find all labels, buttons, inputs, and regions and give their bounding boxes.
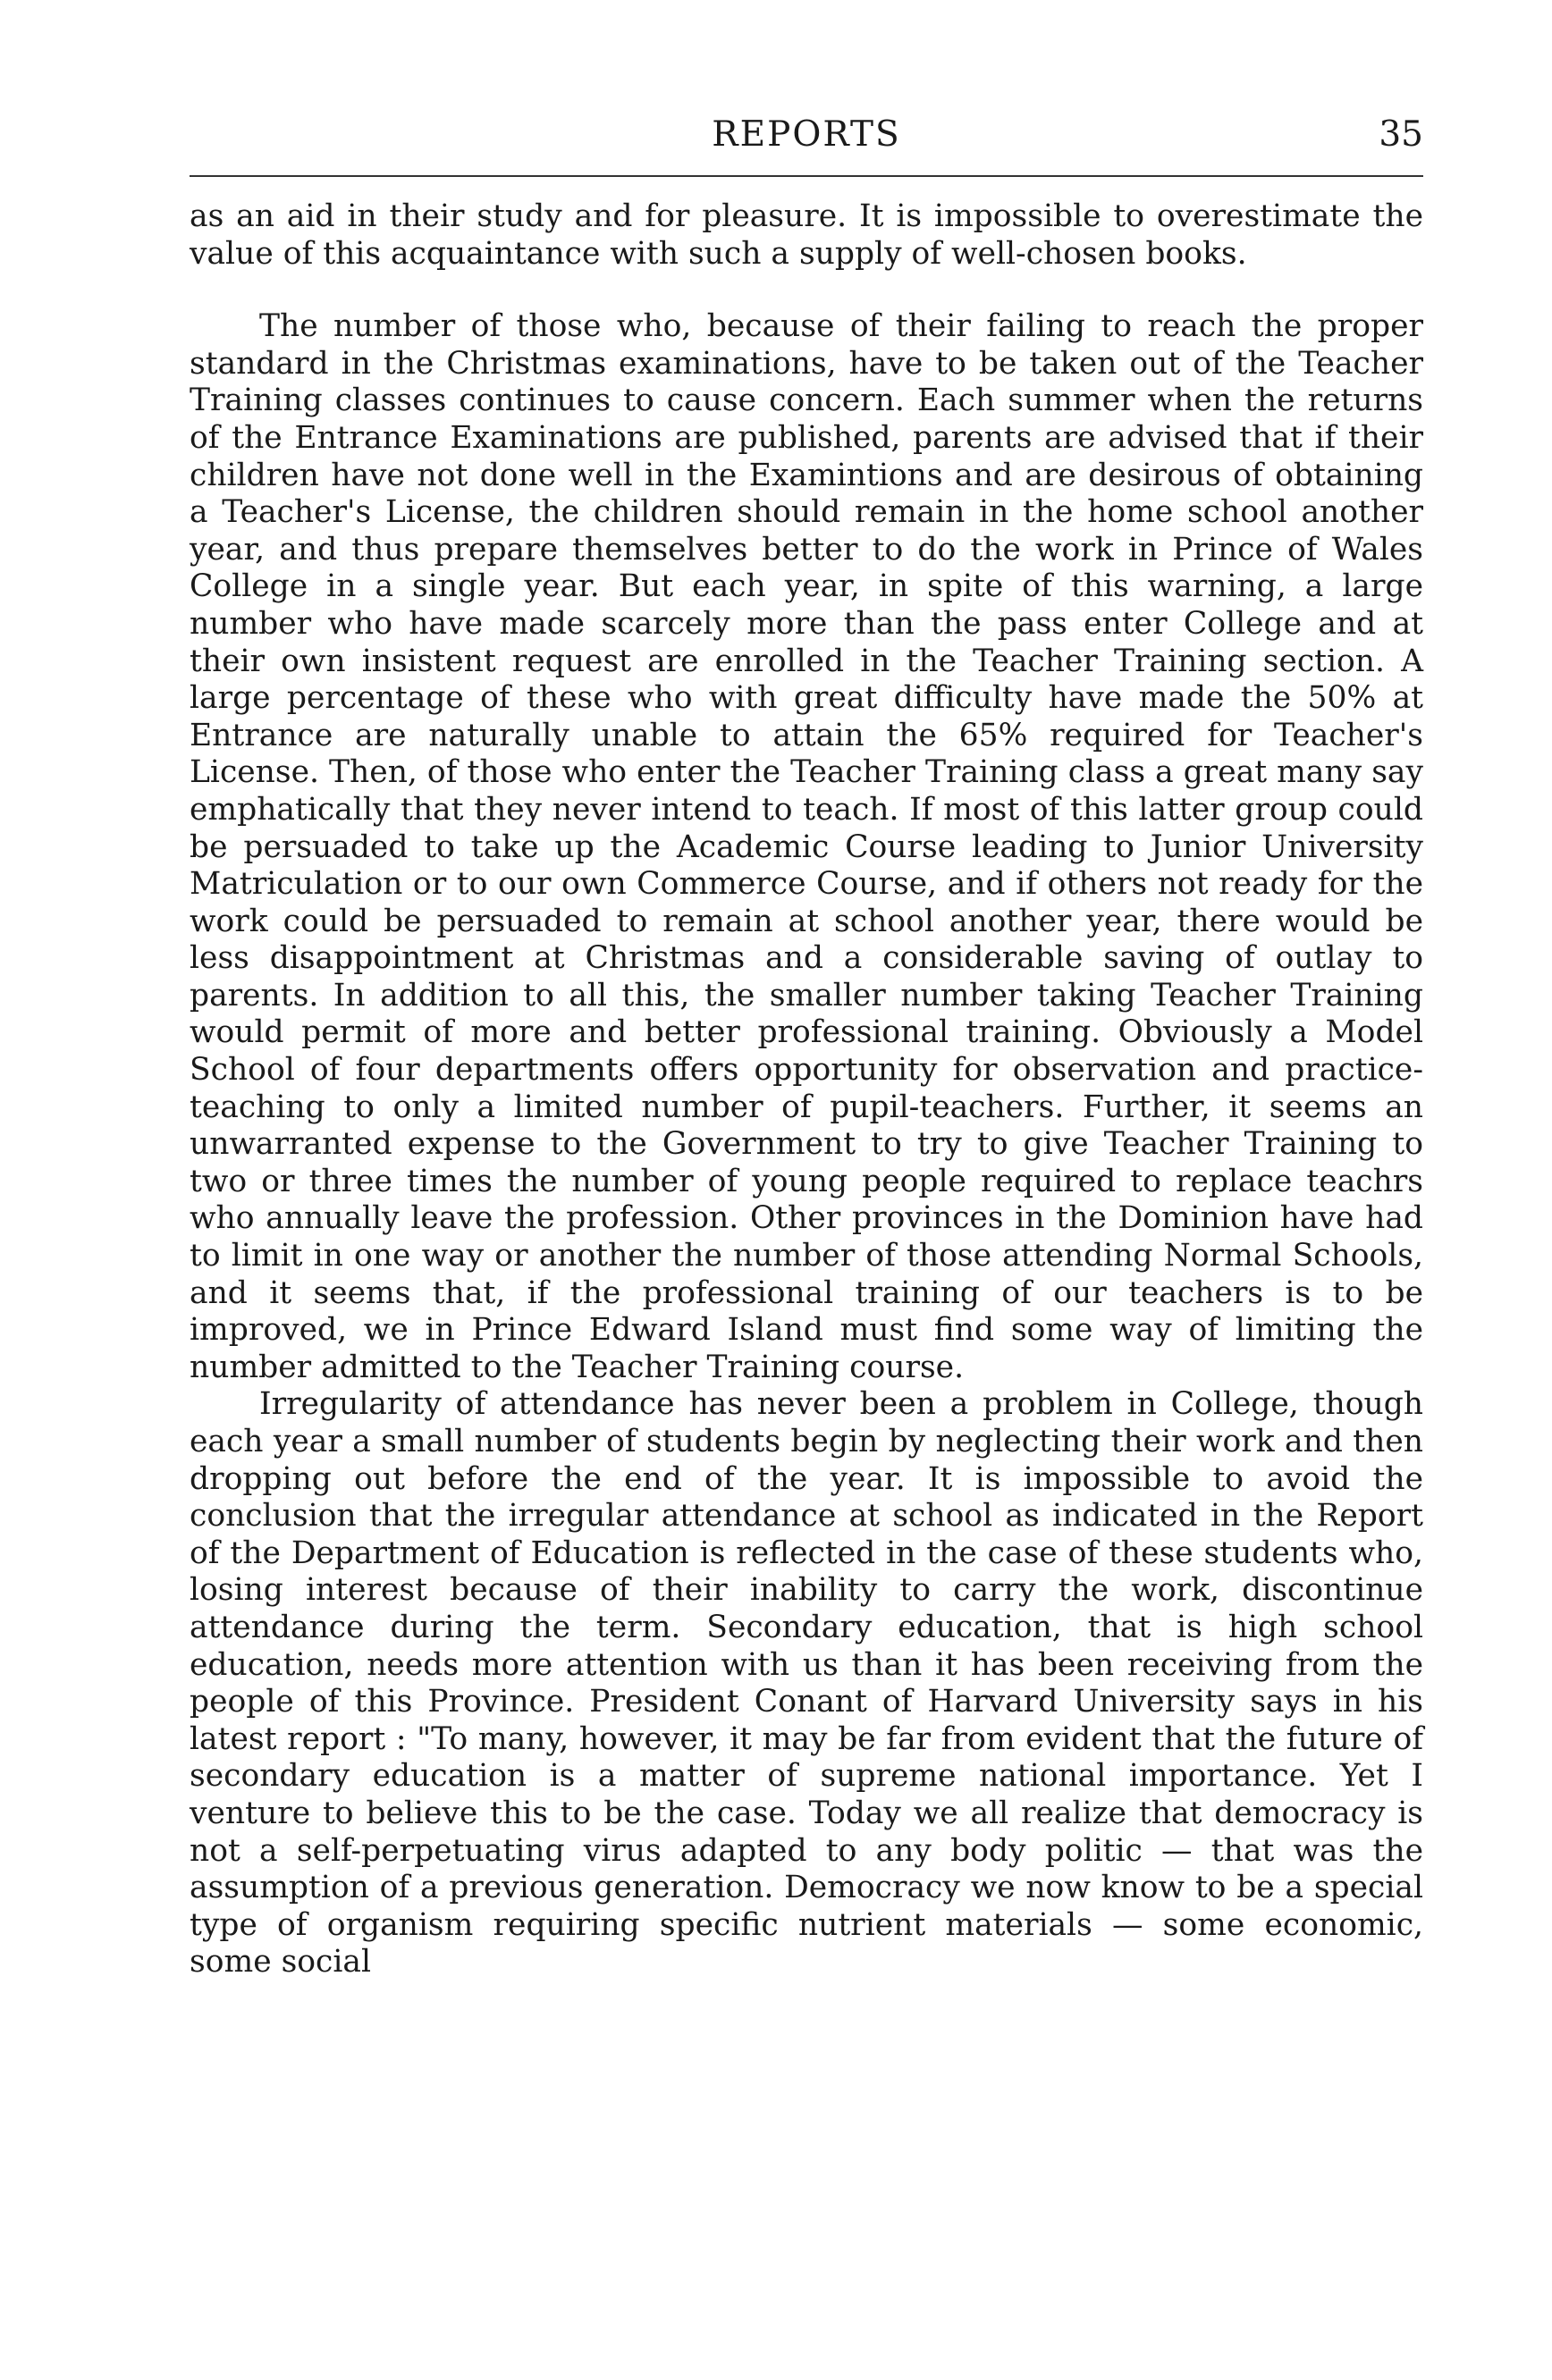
body-text <box>190 198 1423 1981</box>
page-number: 35 <box>1379 114 1423 155</box>
header-rule <box>190 175 1423 177</box>
running-title: REPORTS <box>712 114 901 155</box>
paragraph-attendance: Irregularity of attendance has never been a problem in College, though each year a small number of students begin by neglecting their work and then dropping out before the end of the year. It is impossible to avoid the conclusion that the irregular attendance at school as indicated in the Report of the Department of Education is reflected in the case of these students who, losing interest because of their inability to carry the work, discontinue attendance during the term. Secondary education, that is high school education, needs more attention with us than it has been receiving from the people of this Province. President Conant of Harvard University says in his latest report : "To many, however, it may be far from evident that the future of secondary education is a matter of supreme national importance. Yet I venture to believe this to be the case. Today we all realize that democracy is not a self-perpetuating virus adapted to any body politic — that was the assumption of a previous generation. Democracy we now know to be a special type of organism requiring specific nutrient materials — some economic, some social <box>190 1386 1423 1981</box>
page-header <box>190 114 1423 170</box>
paragraph-continuation: as an aid in their study and for pleasure. It is impossible to overestimate the value of this acquaintance with such a supply of well-chosen books. <box>190 198 1423 272</box>
paragraph-teacher-training: The number of those who, because of their failing to reach the proper standard in the Christmas examinations, have to be taken out of the Teacher Training classes continues to cause concern. Each summer when the returns of the Entrance Examinations are published, parents are advised that if their children have not done well in the Examintions and are desirous of obtaining a Teacher's License, the children should remain in the home school another year, and thus prepare themselves better to do the work in Prince of Wales College in a single year. But each year, in spite of this warning, a large number who have made scarcely more than the pass enter College and at their own insistent request are enrolled in the Teacher Training section. A large percentage of these who with great difficulty have made the 50% at Entrance are naturally unable to attain the 65% required for Teacher's License. Then, of those who enter the Teacher Training class a great many say emphatically that they never intend to teach. If most of this latter group could be persuaded to take up the Academic Course leading to Junior University Matriculation or to our own Commerce Course, and if others not ready for the work could be persuaded to remain at school another year, there would be less disappointment at Christmas and a considerable saving of outlay to parents. In addition to all this, the smaller number taking Teacher Training would permit of more and better professional training. Obviously a Model School of four departments offers opportunity for observation and practice-teaching to only a limited number of pupil-teachers. Further, it seems an unwarranted expense to the Government to try to give Teacher Training to two or three times the number of young people required to replace teachrs who annually leave the profession. Other provinces in the Dominion have had to limit in one way or another the number of those attending Normal Schools, and it seems that, if the professional training of our teachers is to be improved, we in Prince Edward Island must find some way of limiting the number admitted to the Teacher Training course. <box>190 308 1423 1385</box>
